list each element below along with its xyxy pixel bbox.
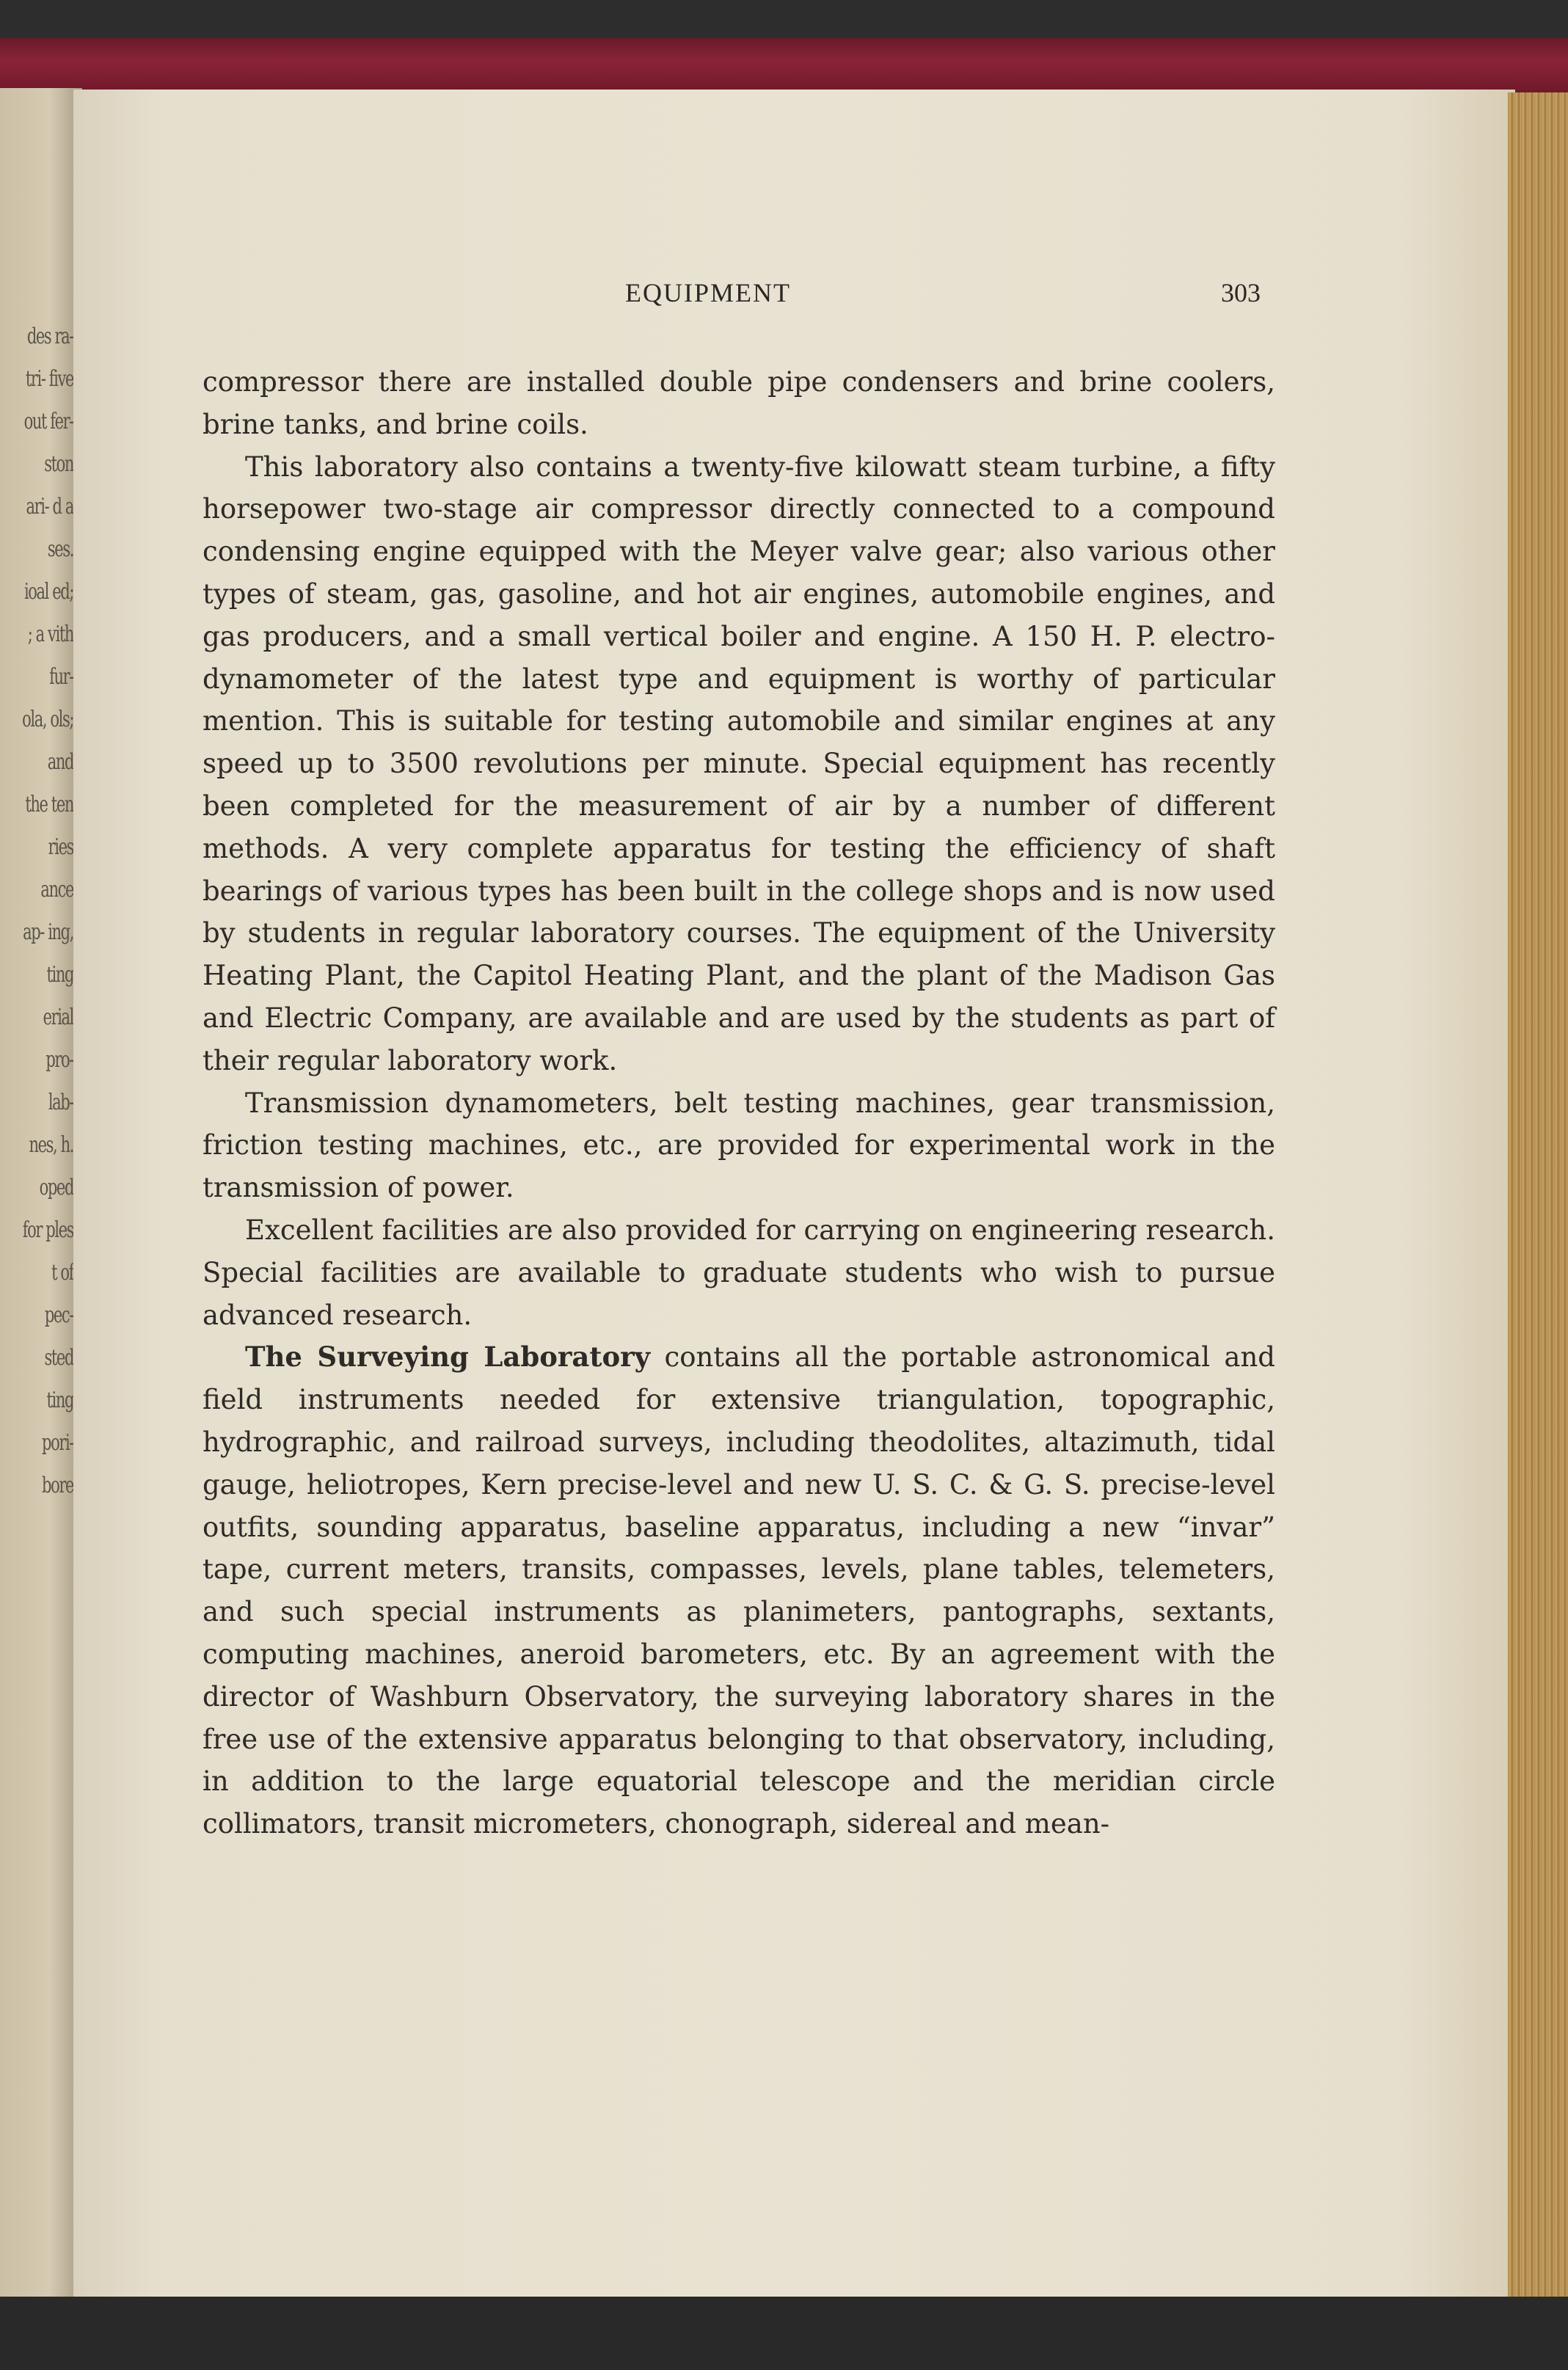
binding-cloth-band: [0, 38, 1568, 95]
paragraph: [203, 1336, 1275, 1845]
page-stack-edge: [1508, 92, 1568, 2297]
paragraph: compressor there are installed double pipe condensers and brine coolers, brine tanks, and brine coils.: [203, 366, 1275, 440]
facing-page-text-fragments: des ra- tri- five out fer- ston ari- d a ses. ioal ed; ; a vith fur- ola, ols; and the ten ries ance ap- ing, ting erial pro- lab- nes, h. oped for ples t of pec- sted ting pori- bore: [22, 324, 73, 1498]
paragraph: Transmission dynamometers, belt testing machines, gear transmission, friction testing machines, etc., are provided for experimental work in the transmission of power.: [203, 1087, 1275, 1204]
body-text: [203, 361, 1275, 1845]
page-number: 303: [1221, 278, 1261, 307]
running-head-title: EQUIPMENT: [625, 278, 791, 307]
paragraph: This laboratory also contains a twenty-five kilowatt steam turbine, a fifty horsepower two-stage air compressor directly connected to a compound condensing engine equipped with the Meyer valve gear; also various other types of steam, gas, gasoline, and hot air engines, automobile engines, and gas producers, and a small vertical boiler and engine. A 150 H. P. electro-dynamometer of the latest type and equipment is worthy of particular mention. This is suitable for testing automobile and similar engines at any speed up to 3500 revolutions per minute. Special equipment has recently been completed for the measurement of air by a number of different methods. A very complete apparatus for testing the efficiency of shaft bearings of various types has been built in the college shops and is now used by students in regular laboratory courses. The equipment of the University Heating Plant, the Capitol Heating Plant, and the plant of the Madison Gas and Electric Company, are available and are used by the students as part of their regular laboratory work.: [203, 451, 1275, 1076]
paragraph-text: contains all the portable astronomical and field instruments needed for extensive triangulation, topographic, hydrographic, and railroad surveys, including theodolites, altazimuth, tidal gauge, heliotropes, Kern precise-level and new U. S. C. & G. S. precise-level outfits, sounding apparatus, baseline apparatus, including a new “invar” tape, current meters, transits, compasses, levels, plane tables, telemeters, and such special instruments as planimeters, pantographs, sextants, computing machines, aneroid barometers, etc. By an agreement with the director of Washburn Observatory, the surveying laboratory shares in the free use of the extensive apparatus belonging to that observatory, including, in addition to the large equatorial telescope and the meridian circle collimators, transit micrometers, chonograph, sidereal and mean-: [203, 1341, 1275, 1840]
paragraph: Excellent facilities are also provided for carrying on engineering research. Special facilities are available to graduate students who wish to pursue advanced research.: [203, 1214, 1275, 1331]
scan-background: [0, 2297, 1568, 2370]
section-run-in-heading: The Surveying Laboratory: [245, 1341, 651, 1374]
